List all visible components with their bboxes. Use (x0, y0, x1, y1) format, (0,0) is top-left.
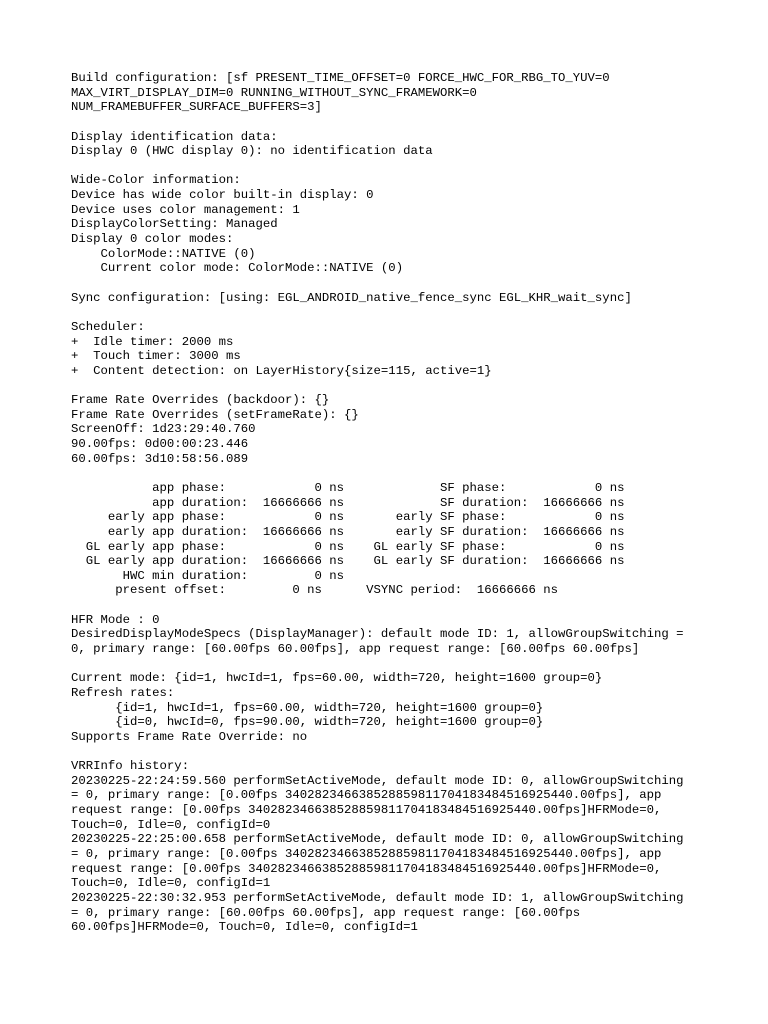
current-mode-section (71, 671, 751, 744)
vrr-history-heading: VRRInfo history: (71, 759, 190, 774)
phase-table-row: early app phase: 0 ns early SF phase: 0 ns (71, 510, 625, 525)
blank-line (71, 466, 751, 481)
display-identification-line: Display 0 (HWC display 0): no identification data (71, 144, 433, 159)
wide-color-line: ColorMode::NATIVE (0) (71, 246, 256, 261)
vrr-history-line: Touch=0, Idle=0, configId=0 (71, 817, 271, 832)
phase-table-row: GL early app phase: 0 ns GL early SF phase: 0 ns (71, 539, 625, 554)
phase-table-row: HWC min duration: 0 ns (71, 568, 345, 583)
blank-line (71, 598, 751, 613)
blank-line (71, 115, 751, 130)
wide-color-heading: Wide-Color information: (71, 173, 241, 188)
vrr-history-line: = 0, primary range: [60.00fps 60.00fps], app request range: [60.00fps (71, 905, 581, 920)
frame-rate-line: ScreenOff: 1d23:29:40.760 (71, 422, 256, 437)
desired-mode-specs-line: 0, primary range: [60.00fps 60.00fps], app request range: [60.00fps 60.00fps] (71, 641, 640, 656)
build-config-line: NUM_FRAMEBUFFER_SURFACE_BUFFERS=3] (71, 100, 322, 115)
display-identification-section (71, 130, 751, 159)
wide-color-line: Display 0 color modes: (71, 232, 234, 247)
wide-color-line: DisplayColorSetting: Managed (71, 217, 278, 232)
wide-color-section (71, 173, 751, 275)
scheduler-line: + Idle timer: 2000 ms (71, 334, 234, 349)
blank-line (71, 276, 751, 291)
scheduler-heading: Scheduler: (71, 319, 145, 334)
scheduler-line: + Touch timer: 3000 ms (71, 349, 241, 364)
phase-table-row: present offset: 0 ns VSYNC period: 16666666 ns (71, 583, 559, 598)
blank-line (71, 305, 751, 320)
vrr-history-line: = 0, primary range: [0.00fps 340282346638528859811704183484516925440.00fps], app (71, 846, 662, 861)
phase-table-row: app duration: 16666666 ns SF duration: 16666666 ns (71, 495, 625, 510)
phase-table-row: GL early app duration: 16666666 ns GL early SF duration: 16666666 ns (71, 554, 625, 569)
phase-table-row: app phase: 0 ns SF phase: 0 ns (71, 480, 625, 495)
wide-color-line: Device uses color management: 1 (71, 202, 300, 217)
frame-rate-line: Frame Rate Overrides (backdoor): {} (71, 393, 330, 408)
blank-line (71, 378, 751, 393)
frame-rate-line: Frame Rate Overrides (setFrameRate): {} (71, 407, 359, 422)
vrr-history-line: 20230225-22:30:32.953 performSetActiveMode, default mode ID: 1, allowGroupSwitching (71, 890, 684, 905)
desired-mode-specs-line: DesiredDisplayModeSpecs (DisplayManager): default mode ID: 1, allowGroupSwitching = (71, 627, 684, 642)
hfr-mode-line: HFR Mode : 0 (71, 612, 160, 627)
blank-line (71, 744, 751, 759)
build-config-line: Build configuration: [sf PRESENT_TIME_OFFSET=0 FORCE_HWC_FOR_RBG_TO_YUV=0 (71, 71, 610, 85)
refresh-rates-heading: Refresh rates: (71, 685, 175, 700)
scheduler-line: + Content detection: on LayerHistory{size=115, active=1} (71, 363, 492, 378)
build-configuration-section (71, 71, 751, 115)
sync-configuration-section (71, 291, 751, 306)
frame-rate-override-support-line: Supports Frame Rate Override: no (71, 729, 308, 744)
vrr-history-line: request range: [0.00fps 340282346638528859811704183484516925440.00fps]HFRMode=0, (71, 803, 662, 818)
phase-table-section (71, 481, 751, 598)
vrr-history-line: 20230225-22:24:59.560 performSetActiveMode, default mode ID: 0, allowGroupSwitching (71, 773, 684, 788)
frame-rate-line: 90.00fps: 0d00:00:23.446 (71, 437, 249, 452)
vrr-history-section (71, 759, 751, 935)
blank-line (71, 657, 751, 672)
wide-color-line: Device has wide color built-in display: 0 (71, 188, 374, 203)
refresh-rate-entry: {id=0, hwcId=0, fps=90.00, width=720, height=1600 group=0} (71, 715, 544, 730)
current-mode-line: Current mode: {id=1, hwcId=1, fps=60.00, width=720, height=1600 group=0} (71, 671, 603, 686)
hfr-mode-section (71, 613, 751, 657)
vrr-history-line: request range: [0.00fps 340282346638528859811704183484516925440.00fps]HFRMode=0, (71, 861, 662, 876)
vrr-history-line: Touch=0, Idle=0, configId=1 (71, 876, 271, 891)
sync-configuration-line: Sync configuration: [using: EGL_ANDROID_native_fence_sync EGL_KHR_wait_sync] (71, 290, 632, 305)
phase-table-row: early app duration: 16666666 ns early SF duration: 16666666 ns (71, 524, 625, 539)
frame-rate-line: 60.00fps: 3d10:58:56.089 (71, 451, 249, 466)
blank-line (71, 159, 751, 174)
scheduler-section (71, 320, 751, 379)
refresh-rate-entry: {id=1, hwcId=1, fps=60.00, width=720, height=1600 group=0} (71, 700, 544, 715)
build-config-line: MAX_VIRT_DISPLAY_DIM=0 RUNNING_WITHOUT_SYNC_FRAMEWORK=0 (71, 85, 477, 100)
vrr-history-line: 60.00fps]HFRMode=0, Touch=0, Idle=0, configId=1 (71, 920, 418, 935)
frame-rate-overrides-section (71, 393, 751, 466)
wide-color-line: Current color mode: ColorMode::NATIVE (0) (71, 261, 404, 276)
dumpsys-surfaceflinger-output (71, 71, 751, 935)
display-identification-heading: Display identification data: (71, 129, 278, 144)
vrr-history-line: = 0, primary range: [0.00fps 340282346638528859811704183484516925440.00fps], app (71, 788, 662, 803)
vrr-history-line: 20230225-22:25:00.658 performSetActiveMode, default mode ID: 0, allowGroupSwitching (71, 832, 684, 847)
